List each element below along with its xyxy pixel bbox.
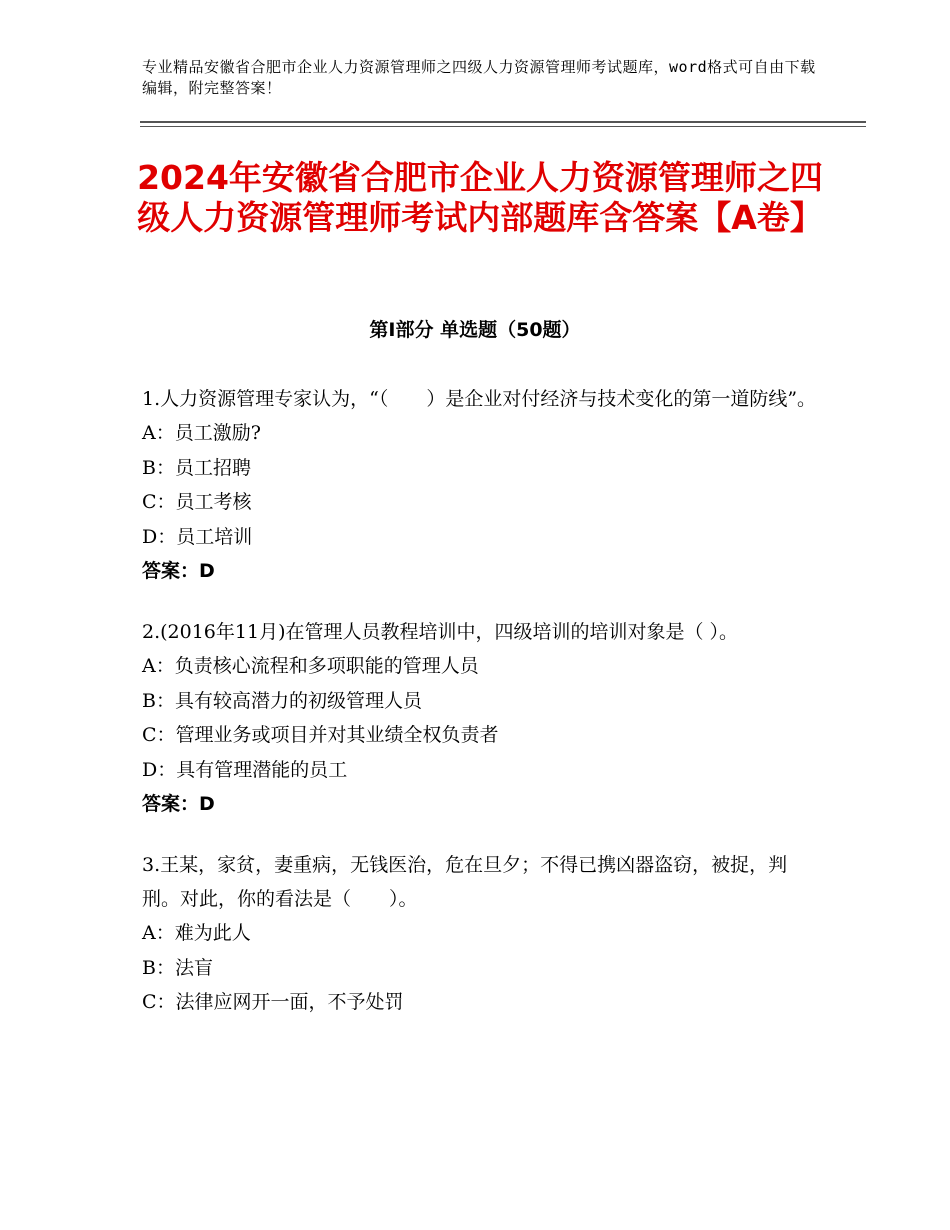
answer: 答案：D <box>142 793 215 815</box>
question-stem: 2.(2016年11月)在管理人员教程培训中，四级培训的培训对象是（ ）。 <box>142 621 739 643</box>
question-list <box>142 382 822 1047</box>
option-a: A：难为此人 <box>142 922 251 944</box>
header-divider-thin <box>140 126 866 127</box>
question-stem: 1.人力资源管理专家认为，“（ ）是企业对付经济与技术变化的第一道防线”。 <box>142 388 817 410</box>
option-b: B：具有较高潜力的初级管理人员 <box>142 689 422 712</box>
question-stem: 3.王某，家贫，妻重病，无钱医治，危在旦夕；不得已携凶器盗窃，被捉，判刑。对此，你的看法是（ ）。 <box>142 854 788 910</box>
option-d: D：员工培训 <box>142 525 253 548</box>
option-a: A：员工激励? <box>142 422 261 444</box>
document-title: 2024年安徽省合肥市企业人力资源管理师之四级人力资源管理师考试内部题库含答案【A卷】 <box>137 158 823 237</box>
option-b: B：法盲 <box>142 956 213 979</box>
option-c: C：法律应网开一面，不予处罚 <box>142 991 404 1013</box>
option-b: B：员工招聘 <box>142 456 251 479</box>
answer: 答案：D <box>142 560 215 582</box>
option-d: D：具有管理潜能的员工 <box>142 758 348 781</box>
question-1 <box>142 382 822 588</box>
option-c: C：员工考核 <box>142 491 252 513</box>
section-heading: 第Ⅰ部分 单选题（50题） <box>369 319 581 341</box>
option-a: A：负责核心流程和多项职能的管理人员 <box>142 655 479 677</box>
header-divider-thick <box>140 121 866 123</box>
question-3 <box>142 848 822 1020</box>
option-c: C：管理业务或项目并对其业绩全权负责者 <box>142 724 499 746</box>
document-header-note: 专业精品安徽省合肥市企业人力资源管理师之四级人力资源管理师考试题库，word格式可自由下载编辑，附完整答案！ <box>142 58 816 97</box>
question-2 <box>142 615 822 821</box>
